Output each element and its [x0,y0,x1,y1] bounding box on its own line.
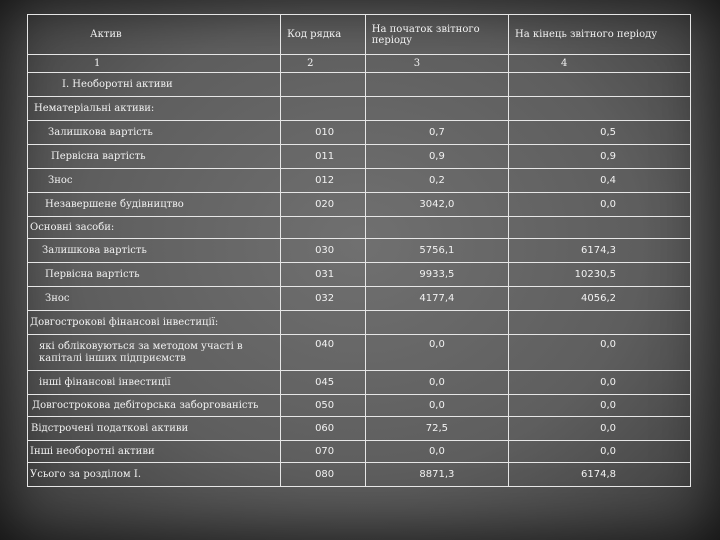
row-code [281,73,366,97]
row-value-end [509,311,691,335]
table-row [28,145,691,169]
table-row [28,73,691,97]
row-code: 080 [281,463,366,487]
row-code: 030 [281,239,366,263]
header-period-end: На кінець звітного періоду [509,15,691,55]
header-asset: Актив [28,15,281,55]
row-value-start: 0,7 [365,121,508,145]
row-label: Первісна вартість [28,145,281,169]
row-value-start: 0,0 [365,441,508,463]
row-code: 040 [281,335,366,371]
row-label: Довгострокові фінансові інвестиції: [28,311,281,335]
row-code [281,97,366,121]
row-code: 031 [281,263,366,287]
column-number-row [28,55,691,73]
row-label: Основні засоби: [28,217,281,239]
row-value-end [509,97,691,121]
row-label: Нематеріальні активи: [28,97,281,121]
row-value-start: 72,5 [365,417,508,441]
row-label: інші фінансові інвестиції [28,371,281,395]
row-label: Усього за розділом I. [28,463,281,487]
table-row [28,311,691,335]
row-value-start: 0,9 [365,145,508,169]
table-row [28,441,691,463]
row-code [281,217,366,239]
table-row [28,169,691,193]
row-label: І. Необоротні активи [28,73,281,97]
row-code: 011 [281,145,366,169]
table-row [28,193,691,217]
row-value-end: 6174,3 [509,239,691,263]
row-value-end: 4056,2 [509,287,691,311]
row-value-start [365,311,508,335]
row-value-start: 0,0 [365,395,508,417]
row-code: 020 [281,193,366,217]
row-code: 060 [281,417,366,441]
row-value-end: 0,0 [509,417,691,441]
table-row [28,371,691,395]
row-value-start: 5756,1 [365,239,508,263]
row-value-end [509,217,691,239]
row-label: які обліковуються за методом участі в капіталі інших підприємств [28,335,281,371]
table-header-row [28,15,691,55]
row-code: 012 [281,169,366,193]
table-row [28,395,691,417]
column-number: 3 [365,55,508,73]
row-code: 045 [281,371,366,395]
row-label: Знос [28,169,281,193]
row-value-start: 0,0 [365,371,508,395]
column-number: 2 [281,55,366,73]
row-value-start: 0,0 [365,335,508,371]
row-value-start [365,97,508,121]
row-label: Первісна вартість [28,263,281,287]
column-number: 1 [28,55,281,73]
row-value-start: 3042,0 [365,193,508,217]
balance-sheet-table [27,14,691,487]
table-body [28,73,691,487]
row-value-end: 10230,5 [509,263,691,287]
row-value-end: 0,0 [509,193,691,217]
table-row [28,121,691,145]
row-value-start [365,73,508,97]
table-row [28,417,691,441]
row-label: Знос [28,287,281,311]
row-code: 032 [281,287,366,311]
table-row [28,463,691,487]
row-value-end [509,73,691,97]
row-value-end: 0,0 [509,441,691,463]
row-code: 010 [281,121,366,145]
row-code: 070 [281,441,366,463]
row-code: 050 [281,395,366,417]
row-value-end: 0,4 [509,169,691,193]
row-value-end: 6174,8 [509,463,691,487]
row-value-end: 0,0 [509,371,691,395]
row-value-start: 8871,3 [365,463,508,487]
row-label: Інші необоротні активи [28,441,281,463]
row-code [281,311,366,335]
table-row [28,217,691,239]
row-value-end: 0,5 [509,121,691,145]
row-label: Довгострокова дебіторська заборгованість [28,395,281,417]
row-value-start: 9933,5 [365,263,508,287]
row-value-end: 0,9 [509,145,691,169]
row-value-start [365,217,508,239]
row-value-end: 0,0 [509,395,691,417]
row-value-start: 4177,4 [365,287,508,311]
row-value-start: 0,2 [365,169,508,193]
table-row [28,287,691,311]
row-label: Незавершене будівництво [28,193,281,217]
table-row [28,239,691,263]
row-label: Залишкова вартість [28,121,281,145]
table-row [28,335,691,371]
table-row [28,263,691,287]
row-label: Залишкова вартість [28,239,281,263]
header-line-code: Код рядка [281,15,366,55]
table-row [28,97,691,121]
header-period-start: На початок звітного періоду [365,15,508,55]
column-number: 4 [509,55,691,73]
row-label: Відстрочені податкові активи [28,417,281,441]
row-value-end: 0,0 [509,335,691,371]
